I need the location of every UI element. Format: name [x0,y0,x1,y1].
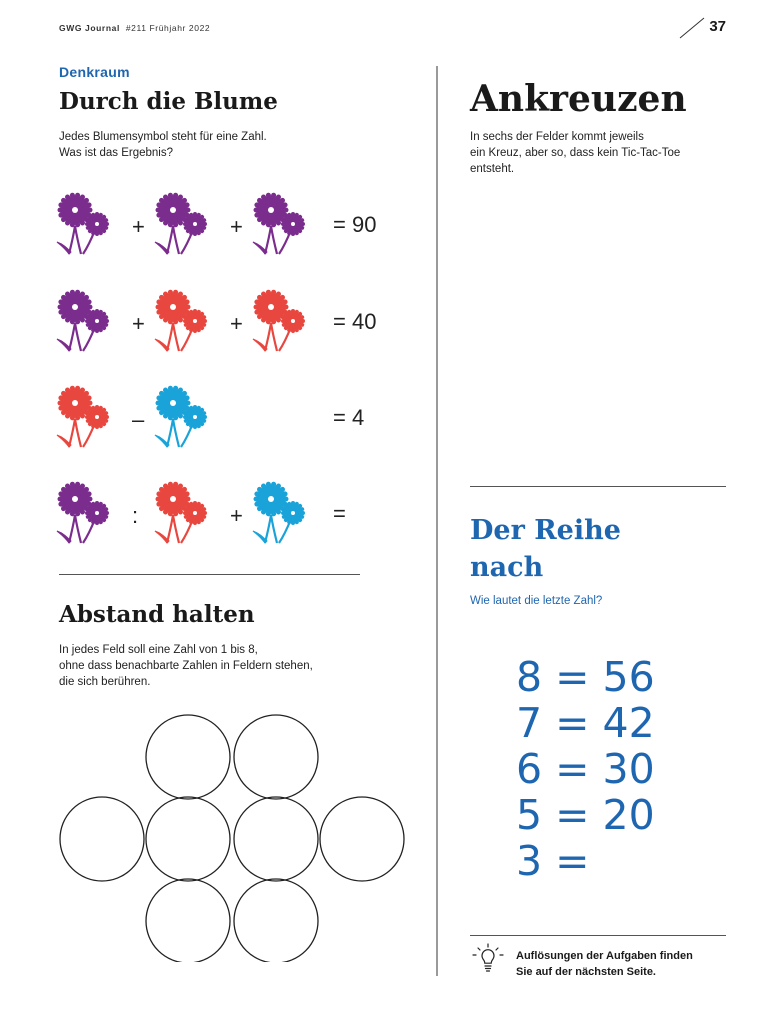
desc-line: Was ist das Ergebnis? [59,147,173,159]
desc-line: entsteht. [470,163,515,175]
puzzle-desc-ankreuzen [470,129,740,177]
journal-issue: #211 Frühjahr 2022 [125,23,211,33]
lightbulb-icon [470,943,506,975]
flower-icon [153,481,215,545]
flower-icon [55,385,117,449]
circle-field[interactable] [146,879,230,962]
column-divider [436,66,438,976]
desc-line: In sechs der Felder kommt jeweils [470,131,644,143]
operator: + [230,503,243,528]
circle-grid [55,712,415,962]
operator: – [132,407,145,432]
circle-field[interactable] [146,715,230,799]
operator: + [230,311,243,336]
circle-field[interactable] [234,879,318,962]
flower-icon [55,481,117,545]
sequence-line: 3 = [516,837,590,885]
equation-row [55,481,395,551]
desc-line: ohne dass benachbarte Zahlen in Feldern stehen, [59,660,313,672]
section-divider [59,574,360,575]
hint-line: Auflösungen der Aufgaben finden [516,950,693,962]
operator: + [132,311,145,336]
equation-row [55,192,395,262]
desc-line: In jedes Feld soll eine Zahl von 1 bis 8, [59,644,258,656]
circle-field[interactable] [146,797,230,881]
equation-row [55,289,395,359]
equation-result: = [333,501,346,526]
operator: : [132,503,139,528]
flower-icon [55,192,117,256]
flower-icon [251,481,313,545]
section-divider [470,486,726,487]
circle-field[interactable] [234,797,318,881]
flower-icon [153,289,215,353]
operator: + [132,214,145,239]
page-number: 37 [709,18,726,35]
sequence-line: 5 = 20 [516,791,655,839]
sequence-line: 8 = 56 [516,653,655,701]
circle-field[interactable] [60,797,144,881]
slash-decoration [678,17,706,39]
desc-line: ein Kreuz, aber so, dass kein Tic-Tac-Toe [470,147,681,159]
number-sequence [516,654,655,884]
equation-result: = 40 [333,309,377,334]
flower-icon [55,289,117,353]
puzzle-desc-abstand [59,642,389,690]
section-divider [470,935,726,936]
puzzle-desc-blume [59,129,359,161]
desc-line: die sich berühren. [59,676,151,688]
flower-icon [251,289,313,353]
equation-row [55,385,395,455]
puzzle-title-abstand: Abstand halten [59,601,255,628]
flower-icon [251,192,313,256]
solutions-hint [516,948,736,980]
flower-icon [153,192,215,256]
title-line: Der Reihe [470,515,621,546]
circle-field[interactable] [320,797,404,881]
journal-name: GWG Journal [59,23,120,33]
desc-line: Jedes Blumensymbol steht für eine Zahl. [59,131,267,143]
section-kicker: Denkraum [59,64,130,80]
circle-field[interactable] [234,715,318,799]
operator: + [230,214,243,239]
sequence-line: 7 = 42 [516,699,655,747]
title-line: nach [470,552,544,583]
puzzle-title-reihe [470,512,710,586]
puzzle-title-ankreuzen: Ankreuzen [470,78,687,120]
flower-icon [153,385,215,449]
puzzle-desc-reihe: Wie lautet die letzte Zahl? [470,595,603,607]
puzzle-title-blume: Durch die Blume [59,88,278,115]
equation-result: = 4 [333,405,365,430]
sequence-line: 6 = 30 [516,745,655,793]
hint-line: Sie auf der nächsten Seite. [516,966,656,978]
running-header [59,23,210,33]
equation-result: = 90 [333,212,377,237]
